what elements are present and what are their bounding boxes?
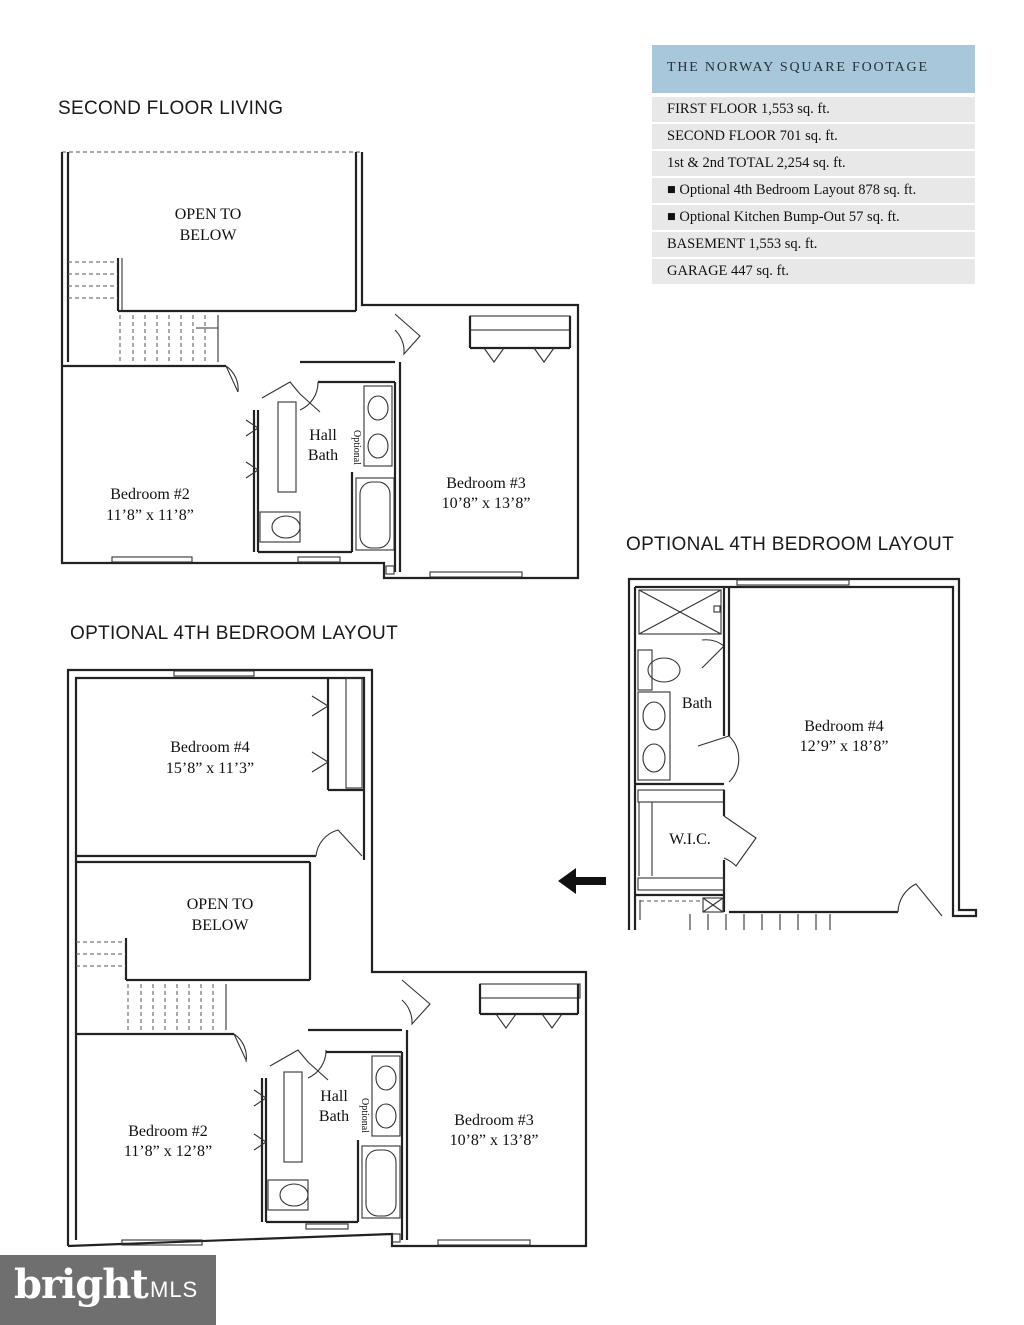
heading-optional-left: OPTIONAL 4TH BEDROOM LAYOUT	[70, 623, 398, 644]
hall-bath-label: Bath	[307, 447, 339, 464]
bath-label: Bath	[681, 695, 713, 712]
optional-label: Optional	[351, 430, 362, 465]
square-footage-title: THE NORWAY SQUARE FOOTAGE	[652, 45, 975, 93]
bedroom-2-size: 11’8” x 12’8”	[123, 1143, 213, 1160]
plan-second-floor	[62, 152, 578, 578]
bedroom-2-size: 11’8” x 11’8”	[106, 507, 194, 524]
bedroom-3-label: Bedroom #3	[446, 475, 526, 492]
logo-mls: MLS	[150, 1277, 199, 1302]
hall-bath-label: Hall	[320, 1088, 348, 1105]
plan-optional-left	[68, 670, 586, 1246]
hall-bath-label: Bath	[318, 1108, 350, 1125]
sqft-row: BASEMENT 1,553 sq. ft.	[652, 232, 975, 257]
bedroom-3-size: 10’8” x 13’8”	[441, 495, 531, 512]
sqft-row: FIRST FLOOR 1,553 sq. ft.	[652, 97, 975, 122]
plan-optional-right	[629, 579, 976, 930]
open-to-below-label: BELOW	[191, 917, 249, 934]
bright-mls-logo	[0, 1255, 216, 1325]
open-to-below-label: BELOW	[179, 227, 237, 244]
hall-bath-label: Hall	[309, 427, 337, 444]
heading-optional-right: OPTIONAL 4TH BEDROOM LAYOUT	[626, 534, 954, 555]
stairs	[76, 942, 226, 1030]
open-to-below-label: OPEN TO	[174, 206, 242, 223]
open-to-below-label: OPEN TO	[186, 896, 254, 913]
wic-label: W.I.C.	[669, 831, 711, 848]
arrow-left-icon	[558, 866, 608, 896]
bedroom-4-label: Bedroom #4	[170, 739, 250, 756]
sqft-row: GARAGE 447 sq. ft.	[652, 259, 975, 284]
sqft-row: SECOND FLOOR 701 sq. ft.	[652, 124, 975, 149]
bedroom-2-label: Bedroom #2	[110, 486, 190, 503]
bedroom-4-label: Bedroom #4	[804, 718, 884, 735]
logo-brand: bright	[14, 1261, 148, 1308]
sqft-row: 1st & 2nd TOTAL 2,254 sq. ft.	[652, 151, 975, 176]
bedroom-4-size: 12’9” x 18’8”	[799, 738, 889, 755]
sqft-row: ■ Optional 4th Bedroom Layout 878 sq. ft.	[652, 178, 975, 203]
bedroom-2-label: Bedroom #2	[128, 1123, 208, 1140]
bedroom-4-size: 15’8” x 11’3”	[165, 760, 255, 777]
optional-label: Optional	[359, 1098, 370, 1133]
sqft-row: ■ Optional Kitchen Bump-Out 57 sq. ft.	[652, 205, 975, 230]
bedroom-3-label: Bedroom #3	[454, 1112, 534, 1129]
bedroom-3-size: 10’8” x 13’8”	[449, 1132, 539, 1149]
heading-second-floor: SECOND FLOOR LIVING	[58, 98, 284, 119]
stair-marks	[640, 900, 830, 930]
